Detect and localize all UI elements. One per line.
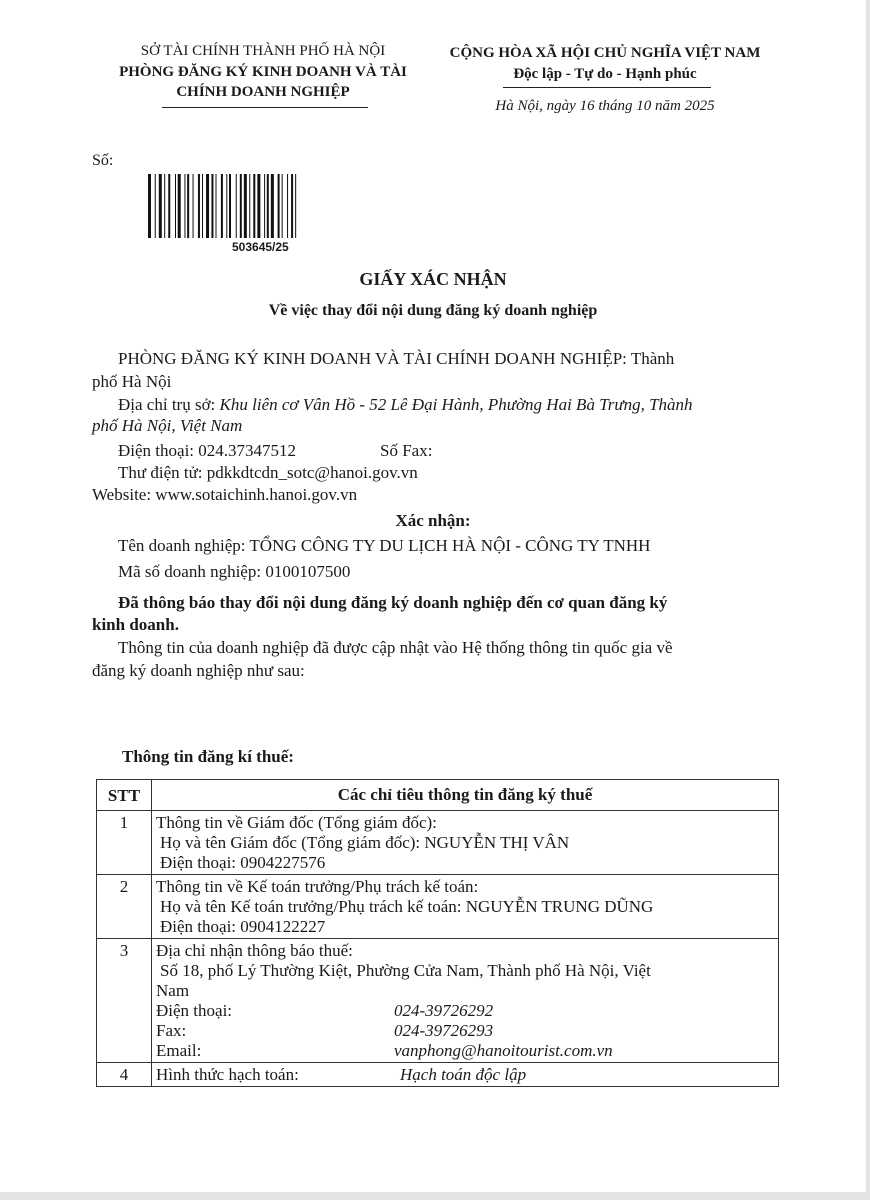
row-content <box>152 939 779 1063</box>
barcode-bar <box>257 174 260 238</box>
row-content <box>152 1063 779 1087</box>
tax-address-line1: Số 18, phố Lý Thường Kiệt, Phường Cửa Nam, Thành phố Hà Nội, Việt <box>160 961 651 980</box>
tax-fax-label: Fax: <box>156 1021 187 1040</box>
notice-line2: kinh doanh. <box>92 615 179 634</box>
issuer-website: Website: www.sotaichinh.hanoi.gov.vn <box>92 485 358 504</box>
barcode-bar <box>168 174 170 238</box>
col-items-header: Các chỉ tiêu thông tin đăng ký thuế <box>152 780 779 811</box>
motto: Độc lập - Tự do - Hạnh phúc <box>513 66 697 82</box>
row-content <box>152 875 779 939</box>
issuer-email: Thư điện tử: pdkkdtcdn_sotc@hanoi.gov.vn <box>118 463 418 482</box>
tax-email-pair <box>156 1041 774 1061</box>
table-header-row <box>97 780 779 811</box>
motto-underline <box>503 87 711 88</box>
row-title: Thông tin về Giám đốc (Tổng giám đốc): <box>156 813 437 832</box>
confirm-heading: Xác nhận: <box>395 511 471 530</box>
row-stt: 4 <box>97 1063 152 1087</box>
row-content <box>152 811 779 875</box>
issuer-name-line1: PHÒNG ĐĂNG KÝ KINH DOANH VÀ TÀI CHÍNH DOANH NGHIỆP: Thành <box>118 349 675 368</box>
barcode-bar <box>159 174 162 238</box>
table-row <box>97 1063 779 1087</box>
info-line1: Thông tin của doanh nghiệp đã được cập nhật vào Hệ thống thông tin quốc gia về <box>118 638 673 657</box>
barcode-bar <box>253 174 255 238</box>
tax-section-heading: Thông tin đăng kí thuế: <box>122 747 294 766</box>
tax-phone-value: 024-39726292 <box>394 1001 494 1020</box>
barcode-bar <box>229 174 231 238</box>
accounting-method-label: Hình thức hạch toán: <box>156 1065 299 1084</box>
tax-email-label: Email: <box>156 1041 202 1060</box>
barcode-bar <box>198 174 200 238</box>
barcode-bar <box>184 174 185 238</box>
issuer-phone: Điện thoại: 024.37347512 <box>118 441 297 460</box>
barcode-bar <box>187 174 189 238</box>
table-row <box>97 939 779 1063</box>
tax-fax-pair <box>156 1021 774 1041</box>
issuer-address-line1 <box>118 394 693 416</box>
tax-email-value: vanphong@hanoitourist.com.vn <box>394 1041 613 1060</box>
accountant-phone: Điện thoại: 0904122227 <box>160 917 326 936</box>
number-label: Số: <box>92 152 114 169</box>
barcode-bar <box>244 174 247 238</box>
barcode-bar <box>287 174 288 238</box>
document-subtitle: Về việc thay đổi nội dung đăng ký doanh nghiệp <box>268 302 598 319</box>
agency-name-line1: PHÒNG ĐĂNG KÝ KINH DOANH VÀ TÀI <box>119 64 407 80</box>
barcode-bar <box>264 174 265 238</box>
barcode-bar <box>226 174 227 238</box>
document-title: GIẤY XÁC NHẬN <box>359 269 507 289</box>
barcode-bar <box>178 174 181 238</box>
barcode-bar <box>236 174 237 238</box>
agency-name-line2: CHÍNH DOANH NGHIỆP <box>176 84 350 100</box>
issuer-name-line2: phố Hà Nội <box>92 372 172 391</box>
tax-phone-pair <box>156 1001 774 1021</box>
accounting-method-value: Hạch toán độc lập <box>400 1065 527 1084</box>
barcode-bar <box>193 174 194 238</box>
barcode-bar <box>240 174 242 238</box>
barcode-bar <box>148 174 151 238</box>
row-stt: 3 <box>97 939 152 1063</box>
agency-parent: SỞ TÀI CHÍNH THÀNH PHỐ HÀ NỘI <box>140 43 386 59</box>
issuer-fax: Số Fax: <box>380 441 433 460</box>
company-tax-code: Mã số doanh nghiệp: 0100107500 <box>118 562 351 581</box>
issuer-address-line2: phố Hà Nội, Việt Nam <box>92 416 243 435</box>
director-name: Họ và tên Giám đốc (Tổng giám đốc): NGUYỄN THỊ VÂN <box>160 833 570 852</box>
barcode-bar <box>282 174 283 238</box>
barcode-number: 503645/25 <box>232 240 289 254</box>
agency-underline <box>162 107 368 108</box>
table-row <box>97 811 779 875</box>
barcode <box>148 174 392 238</box>
tax-address-line2: Nam <box>156 981 190 1000</box>
barcode-bar <box>249 174 250 238</box>
row-stt: 1 <box>97 811 152 875</box>
tax-phone-label: Điện thoại: <box>156 1001 233 1020</box>
issue-date: Hà Nội, ngày 16 tháng 10 năm 2025 <box>495 98 715 114</box>
barcode-bar <box>155 174 156 238</box>
barcode-bar <box>175 174 176 238</box>
address-value: Khu liên cơ Vân Hồ - 52 Lê Đại Hành, Phường Hai Bà Trưng, Thành <box>219 395 693 414</box>
barcode-bar <box>211 174 213 238</box>
barcode-bar <box>216 174 217 238</box>
barcode-bar <box>295 174 296 238</box>
table-row <box>97 875 779 939</box>
accounting-method-pair <box>156 1065 774 1085</box>
col-stt-header: STT <box>97 780 152 811</box>
barcode-bar <box>206 174 209 238</box>
info-line2: đăng ký doanh nghiệp như sau: <box>92 661 305 680</box>
barcode-bar <box>278 174 280 238</box>
tax-info-table <box>96 779 779 1087</box>
barcode-bar <box>271 174 274 238</box>
barcode-bar <box>221 174 223 238</box>
accountant-name: Họ và tên Kế toán trưởng/Phụ trách kế toán: NGUYỄN TRUNG DŨNG <box>160 897 654 916</box>
barcode-bar <box>202 174 203 238</box>
row-title: Địa chỉ nhận thông báo thuế: <box>156 941 353 960</box>
barcode-bar <box>267 174 269 238</box>
row-title: Thông tin về Kế toán trưởng/Phụ trách kế toán: <box>156 877 479 896</box>
director-phone: Điện thoại: 0904227576 <box>160 853 326 872</box>
address-label: Địa chỉ trụ sở: <box>118 395 220 414</box>
tax-fax-value: 024-39726293 <box>394 1021 494 1040</box>
notice-line1: Đã thông báo thay đổi nội dung đăng ký doanh nghiệp đến cơ quan đăng ký <box>118 593 668 612</box>
company-name: Tên doanh nghiệp: TỔNG CÔNG TY DU LỊCH HÀ NỘI - CÔNG TY TNHH <box>118 536 651 555</box>
row-stt: 2 <box>97 875 152 939</box>
barcode-bar <box>164 174 165 238</box>
nation-title: CỘNG HÒA XÃ HỘI CHỦ NGHĨA VIỆT NAM <box>449 45 761 61</box>
barcode-bar <box>291 174 293 238</box>
